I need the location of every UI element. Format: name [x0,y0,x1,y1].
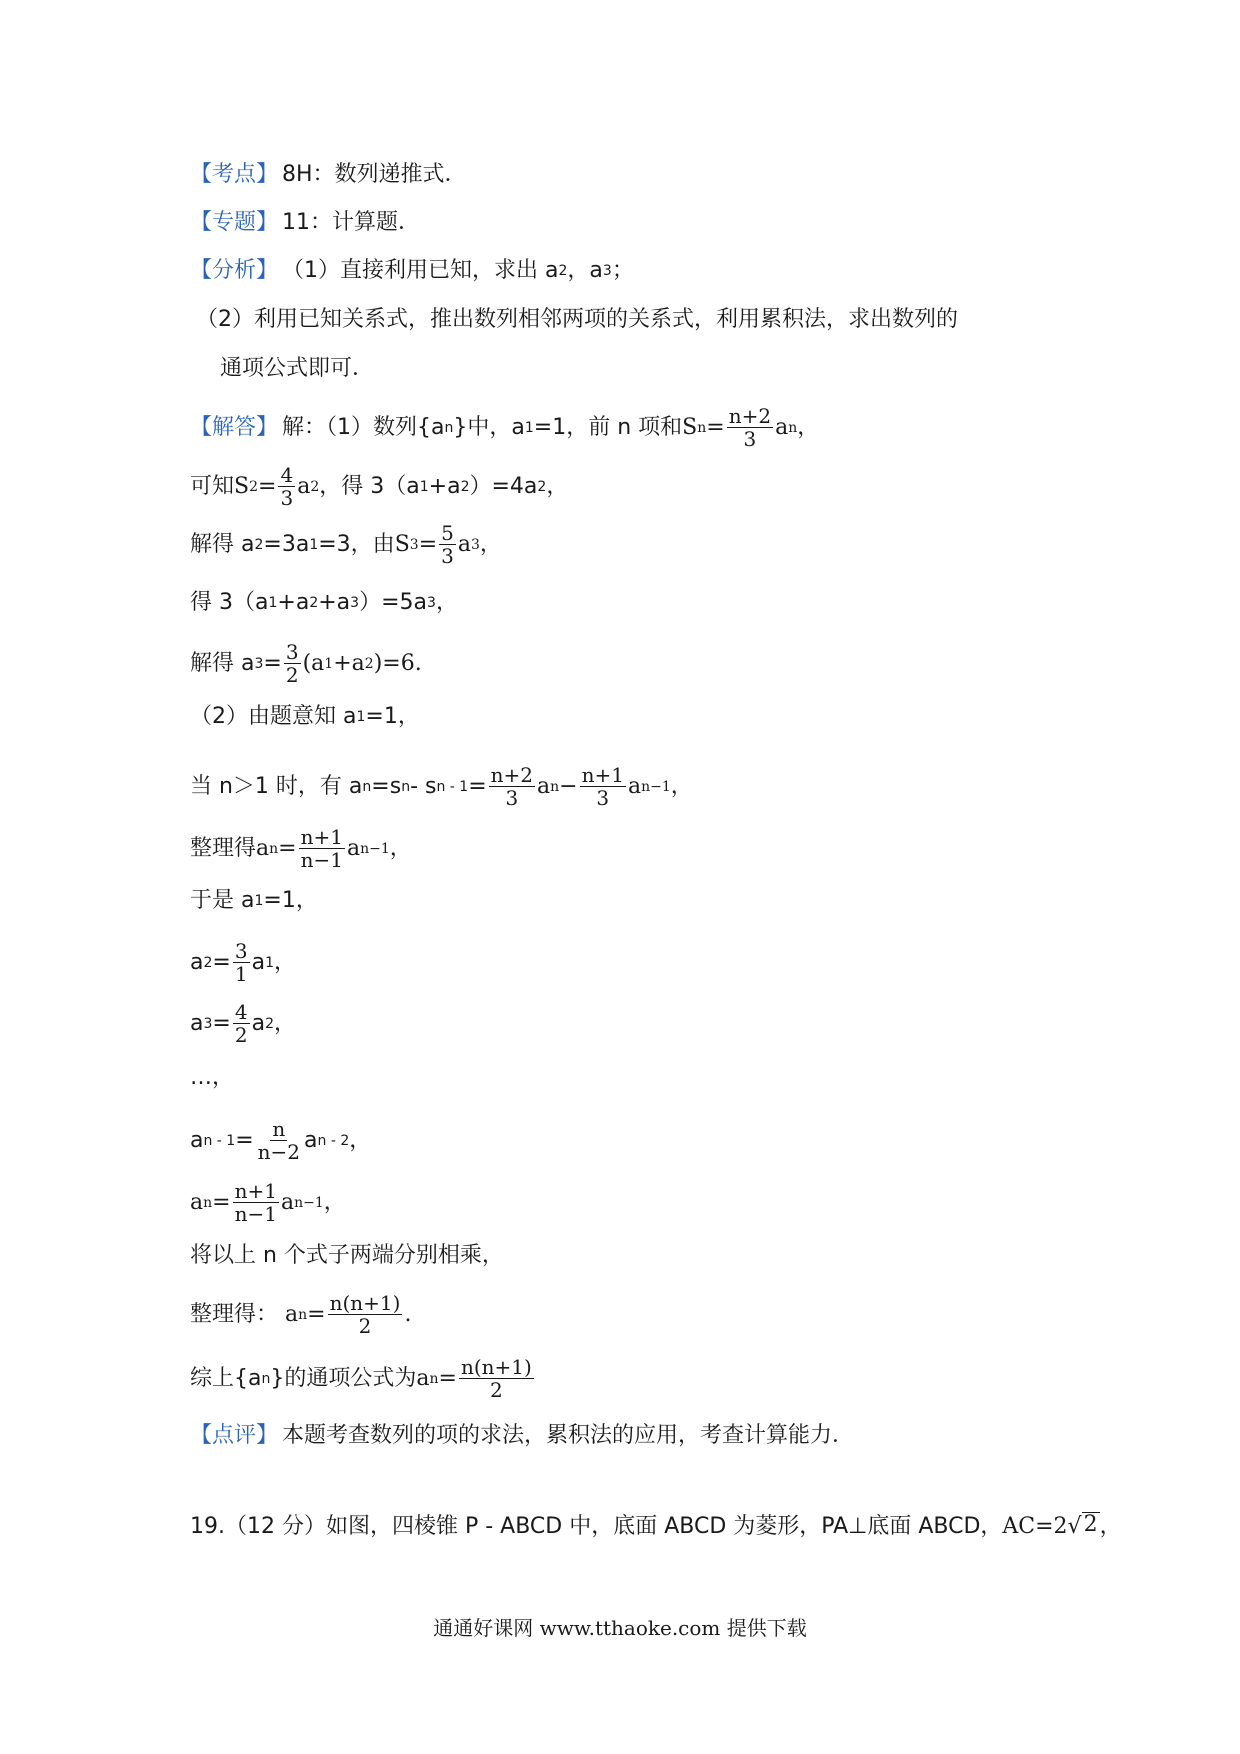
jieda-line-3: 解得 a 2 =3a 1 =3，由 S 3 = $\frac{5}{3}$ a 3 ， [190,521,502,568]
jieda-line-6: （2）由题意知 a 1 =1， [190,702,420,732]
jieda-line-17: 综上{a n }的通项公式为 a n = $\frac{n(n+1)}{2}$ [190,1355,532,1402]
jieda-line-7: 当 n＞1 时，有 a n =s n - s n - 1 = $\frac{n+2}{3}$ a n − $\frac{n+1}{3}$ a n−1 ， [190,763,693,810]
text: 当 n＞1 时，有 a [190,773,363,799]
numerator: n(n+1) [329,1291,401,1315]
text: }的通项公式为 [270,1365,417,1391]
text: ， [546,473,569,499]
subscript: n - 1 [436,778,469,795]
dianping-line [190,1421,854,1451]
text: =1，前 n 项和 [533,414,683,440]
denominator: 3 [596,786,610,810]
math-a: a [457,531,471,557]
numerator: n [272,1117,286,1141]
numerator: n+1 [300,825,343,849]
numerator: n+2 [728,404,772,428]
math-a: a [775,414,789,440]
text: ）=5a [359,590,428,615]
fenxi-text-1: （1）直接利用已知，求出 a [282,258,559,283]
text: }中，a [453,414,525,440]
zhuanti-tag: 【专题】 [190,210,279,235]
numerator: n+1 [581,763,624,787]
subscript: n [788,419,798,436]
jieda-line-5: 解得 a 3 = $\frac{3}{2}$ (a 1 +a 2 )=6. [190,640,422,687]
subscript: 1 [524,419,534,436]
fraction [278,464,295,509]
subscript: n [697,419,707,436]
radicand: 2 [1083,1512,1098,1537]
math-S: S [682,414,698,440]
zhuanti-text: 11：计算题． [282,210,421,235]
fraction [299,826,345,871]
text: ， [1099,1514,1122,1539]
numerator: n+2 [490,763,534,787]
text: ， [479,531,502,557]
subscript: 3 [602,263,612,279]
kaodian-text: 8H：数列递推式． [282,162,467,187]
math-a: a [297,473,311,499]
denominator: 2 [285,663,299,687]
text: ，得 3（a [319,473,420,499]
jieda-line-8: 整理得 a n = $\frac{n+1}{n-1}$ a n−1 ， [190,825,412,872]
subscript: n−1 [641,778,671,795]
question-19 [190,1512,1122,1542]
denominator: 3 [743,427,757,451]
numerator: n(n+1) [460,1355,532,1379]
dianping-tag: 【点评】 [190,1423,279,1448]
jieda-line-2: 可知 S 2 = $\frac{4}{3}$ a 2 ，得 3（a 1 +a 2 ）=4a 2 ， [190,463,569,510]
question-text: 19.（12 分）如图，四棱锥 P - ABCD 中，底面 ABCD 为菱形，PA⊥底面 ABCD， [190,1514,1003,1539]
text: 整理得 [190,835,257,861]
subscript: 2 [310,478,320,495]
fraction [256,1118,302,1163]
numerator: 4 [234,1000,248,1024]
denominator: 2 [234,1023,248,1047]
math: +a [333,650,365,676]
numerator: 3 [285,640,299,664]
fenxi-text-2: （2）利用已知关系式，推出数列相邻两项的关系式，利用累积法，求出数列的 [196,307,958,332]
math: (a [302,650,325,676]
jieda-line-4: 得 3（a 1 +a 2 +a 3 ）=5a 3 ， [190,588,458,618]
text: ， [797,414,820,440]
zhuanti-line [190,208,420,238]
subscript: n - 1 [203,1132,236,1149]
denominator: 2 [358,1314,372,1338]
subscript: n - 2 [317,1132,350,1149]
text: +a [318,590,351,615]
fraction [284,641,301,686]
text: =1， [263,888,318,913]
jieda-line-11: a 3 = $\frac{4}{2}$ a 2 ， [190,1000,296,1047]
denominator: 3 [280,486,294,510]
kaodian-line [190,160,467,190]
text: =3，由 [318,531,395,557]
text: 可知 [190,473,235,499]
numerator: n+1 [234,1179,277,1203]
fraction [328,1292,403,1337]
page-footer: 通通好课网 www.tthaoke.com 提供下载 [433,1616,807,1640]
text: ）=4a [469,473,538,499]
fraction [580,764,626,809]
jieda-tag: 【解答】 [190,414,279,440]
fenxi-line-3 [220,354,374,384]
fenxi-line-2 [196,305,958,335]
math-S: S [394,531,410,557]
text: =1， [365,704,420,729]
jieda-line-10: a 2 = $\frac{3}{1}$ a 1 ， [190,939,296,986]
subscript: 3 [470,536,480,553]
text: 整理得： [190,1301,279,1327]
text: （2）由题意知 a [190,704,357,729]
denominator: 3 [441,544,454,568]
numerator: 5 [441,521,454,545]
subscript: 2 [558,263,568,279]
text: 解：（1）数列{a [282,414,445,440]
text: ； [611,258,634,283]
fraction [233,940,250,985]
jieda-line-15 [190,1241,504,1271]
fraction [439,522,456,567]
text: ，a [567,258,603,283]
denominator: 2 [490,1378,503,1402]
fenxi-line-1 [190,256,634,286]
text: - s [410,773,437,799]
math: )=6. [373,650,422,676]
jieda-line-14: a n = $\frac{n+1}{n-1}$ a n−1 ， [190,1179,346,1226]
denominator: n−2 [257,1140,301,1164]
subscript: 2 [249,478,259,495]
text: +a [428,473,461,499]
fraction [489,764,535,809]
text: …， [190,1065,235,1090]
subscript: n [444,419,454,436]
jieda-line-16: 整理得： a n = $\frac{n(n+1)}{2}$ . [190,1291,412,1338]
text: ， [435,590,458,615]
text: 将以上 n 个式子两端分别相乘， [190,1243,504,1268]
fraction [233,1180,279,1225]
text: 解得 a [190,650,255,676]
math-S: S [234,473,250,499]
jieda-line-12 [190,1063,234,1093]
numerator: 3 [234,939,248,963]
sqrt: √ 2 [1067,1512,1098,1539]
dianping-text: 本题考查数列的项的求法，累积法的应用，考查计算能力． [282,1423,855,1448]
fraction [459,1356,534,1401]
denominator: n−1 [234,1202,277,1226]
jieda-line-1: 【解答】 解：（1）数列{a n }中，a 1 =1，前 n 项和 S n = $\frac{n+2}{3}$ a n ， [190,404,820,451]
fraction [727,405,773,450]
jieda-line-9: 于是 a 1 =1， [190,886,318,916]
text: =s [371,773,402,799]
text: ， [389,835,412,861]
text: ， [670,773,693,799]
jieda-line-13: a n - 1 = $\frac{n}{n-2}$ a n - 2 ， [190,1117,372,1164]
text: 解得 a [190,531,255,557]
numerator: 4 [280,463,294,487]
denominator: n−1 [300,848,343,872]
denominator: 1 [234,962,248,986]
text: 得 3（a [190,590,269,615]
denominator: 3 [505,786,519,810]
kaodian-tag: 【考点】 [190,162,279,187]
fraction [233,1001,250,1046]
math: AC=2 [1002,1514,1068,1539]
subscript: 3 [409,536,419,553]
text: . [404,1301,412,1327]
text: +a [277,590,310,615]
fenxi-text-3: 通项公式即可． [220,356,375,381]
text: 于是 a [190,888,255,913]
text: 综上{a [190,1365,262,1391]
text: =3a [263,531,310,557]
fenxi-tag: 【分析】 [190,258,279,283]
